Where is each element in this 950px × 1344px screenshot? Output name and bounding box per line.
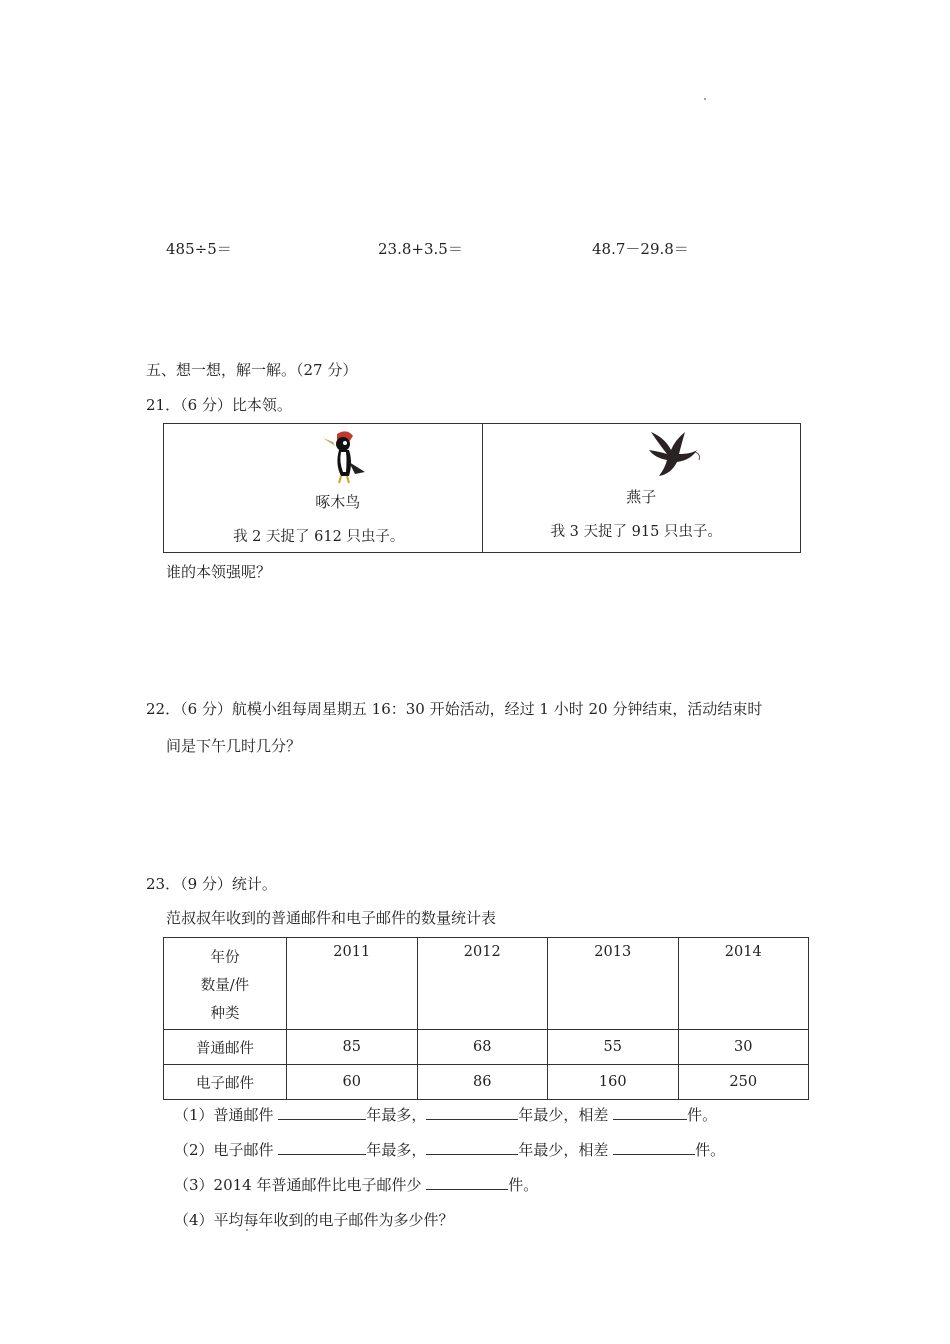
woodpecker-name: 啄木鸟 — [315, 493, 361, 511]
q23-sub4: （4）平均每年收到的电子邮件为多少件？ — [174, 1211, 454, 1229]
table-cell: 30 — [678, 1030, 809, 1065]
sub2-b: 年最多， — [366, 1141, 427, 1159]
woodpecker-speech: 我 2 天捉了 612 只虫子。 — [233, 529, 405, 545]
calc-3: 48.7－29.8＝ — [592, 240, 689, 258]
sub1-a: （1）普通邮件 — [174, 1106, 274, 1124]
table-row — [164, 1030, 809, 1065]
scan-dot — [246, 1229, 248, 1231]
bird-comparison-table — [163, 423, 801, 553]
q23-sub3 — [174, 1174, 538, 1195]
table-cell: 85 — [287, 1030, 418, 1065]
answer-blank[interactable] — [426, 1105, 518, 1120]
table-cell: 68 — [417, 1030, 548, 1065]
table-cell: 86 — [417, 1065, 548, 1100]
sub2-c: 年最少，相差 — [518, 1141, 609, 1159]
answer-blank[interactable] — [426, 1140, 518, 1155]
answer-blank[interactable] — [278, 1105, 366, 1120]
corner-qty: 数量/件 — [200, 978, 250, 994]
section-title: 五、想一想，解一解。（27 分） — [146, 361, 358, 379]
swallow-name: 燕子 — [626, 488, 657, 506]
sub2-d: 件。 — [695, 1141, 726, 1159]
q23-sub2 — [174, 1139, 725, 1160]
corner-cell — [164, 938, 287, 1030]
q23-table-title: 范叔叔年收到的普通邮件和电子邮件的数量统计表 — [166, 909, 497, 927]
sub3-b: 件。 — [508, 1176, 539, 1194]
q21-question: 谁的本领强呢？ — [166, 563, 272, 581]
calc-1: 485÷5＝ — [166, 240, 232, 258]
sub2-a: （2）电子邮件 — [174, 1141, 274, 1159]
sub3-a: （3）2014 年普通邮件比电子邮件少 — [174, 1176, 422, 1194]
answer-blank[interactable] — [613, 1105, 687, 1120]
sub1-c: 年最少，相差 — [518, 1106, 609, 1124]
q23-title: 23．（9 分）统计。 — [146, 875, 277, 893]
year-header: 2013 — [548, 938, 679, 1030]
table-row — [164, 1065, 809, 1100]
answer-blank[interactable] — [613, 1140, 695, 1155]
mail-stats-table — [163, 937, 809, 1100]
table-cell: 160 — [548, 1065, 679, 1100]
year-header: 2014 — [678, 938, 809, 1030]
table-cell: 60 — [287, 1065, 418, 1100]
woodpecker-cell — [164, 424, 482, 552]
answer-blank[interactable] — [278, 1140, 366, 1155]
table-cell: 55 — [548, 1030, 679, 1065]
q22-line1: 22．（6 分）航模小组每周星期五 16：30 开始活动，经过 1 小时 20 分钟结束，活动结束时 — [146, 700, 763, 718]
sub1-b: 年最多， — [366, 1106, 427, 1124]
calc-2: 23.8+3.5＝ — [378, 240, 463, 258]
sub1-d: 件。 — [687, 1106, 718, 1124]
q22-line2: 间是下午几时几分？ — [166, 737, 302, 755]
row-label: 电子邮件 — [164, 1065, 287, 1100]
corner-year: 年份 — [210, 950, 240, 966]
swallow-icon — [645, 428, 705, 480]
row-label: 普通邮件 — [164, 1030, 287, 1065]
q21-title: 21．（6 分）比本领。 — [146, 396, 292, 414]
table-cell: 250 — [678, 1065, 809, 1100]
q23-sub1 — [174, 1104, 717, 1125]
year-header: 2011 — [287, 938, 418, 1030]
swallow-cell — [482, 424, 801, 552]
scan-dot — [704, 98, 706, 100]
year-header: 2012 — [417, 938, 548, 1030]
answer-blank[interactable] — [426, 1175, 508, 1190]
woodpecker-icon — [319, 428, 379, 488]
swallow-speech: 我 3 天捉了 915 只虫子。 — [550, 524, 722, 540]
corner-kind: 种类 — [210, 1006, 240, 1022]
table-header-row — [164, 938, 809, 1030]
